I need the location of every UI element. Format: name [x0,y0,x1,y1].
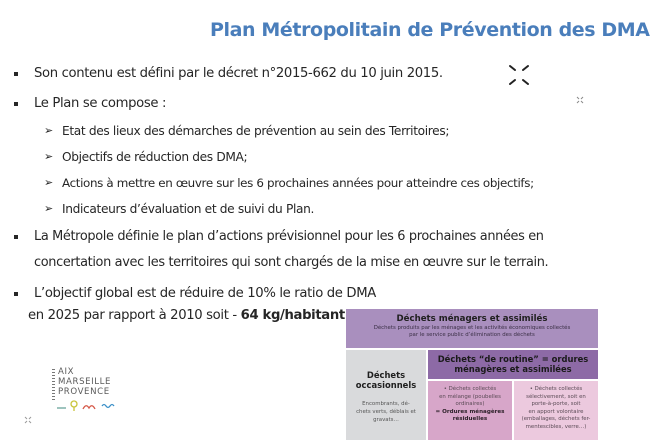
collapse-x-icon [508,64,530,89]
desc-line: porte-à-porte, soit [531,401,581,407]
square-bullet-icon [14,72,18,76]
logo-word: AIX [58,367,75,377]
desc-line: en apport volontaire [528,408,584,415]
square-bullet-icon [14,102,18,106]
waste-diagram [346,309,598,441]
bullet-text: La Métropole définie le plan d’actions prévisionnel pour les 6 prochaines années en [34,229,544,244]
mixed-collection-box [428,381,512,440]
box-desc: par le service public d’élimination des déchets [409,332,535,338]
routine-waste-box [428,350,598,379]
arrowhead-bullet-icon: ➢ [44,150,53,163]
desc-bold-line: = Ordures ménagères [435,408,505,415]
desc-line: ordinaires) [455,401,485,407]
logo-word: PROVENCE [58,387,110,397]
small-x-icon [576,96,584,106]
desc-line: chets verts, déblais et [356,409,416,415]
square-bullet-icon [14,235,18,239]
objective-value: 64 kg/habitant [240,308,345,323]
objective-text: en 2025 par rapport à 2010 soit - [28,308,241,323]
desc-line: mentescibles, verre…) [525,423,587,430]
desc-line: (emballages, déchets fer- [521,416,591,422]
desc-line: sélectivement, soit en [526,393,586,400]
box-heading [346,370,426,390]
heading-line: Déchets [366,370,406,380]
desc-line: en mélange (poubelles [439,393,501,400]
small-x-icon [24,416,32,426]
bullet-text: Son contenu est défini par le décret n°2015-662 du 10 juin 2015. [34,66,443,81]
bullet-continuation: concertation avec les territoires qui sont chargés de la mise en œuvre sur le terrain. [34,255,549,270]
box-desc [514,386,598,431]
sub-bullet-text: Objectifs de réduction des DMA; [62,150,248,164]
bullet-text: Le Plan se compose : [34,96,167,111]
heading-line: occasionnels [355,380,417,390]
desc-bold-line: résiduelles [452,416,488,422]
logo-symbols-icon [56,399,126,413]
household-waste-box [346,309,598,348]
bullet-text: L’objectif global est de réduire de 10% le ratio de DMA [34,286,376,301]
desc-line: gravats… [373,417,399,423]
occasional-waste-box [346,350,426,440]
arrowhead-bullet-icon: ➢ [44,202,53,215]
box-desc: Déchets produits par les ménages et les activités économiques collectés [373,325,571,331]
heading-line: Déchets “de routine” = ordures [437,354,589,364]
desc-line: • Déchets collectés [529,386,583,392]
logo-word: MARSEILLE [58,377,112,387]
slide-title: Plan Métropolitain de Prévention des DMA [210,19,650,41]
sub-bullet-text: Actions à mettre en œuvre sur les 6 prochaines années pour atteindre ces objectifs; [62,176,534,190]
bullet-continuation [28,308,349,323]
logo-vertical-text [52,369,55,401]
box-heading: Déchets ménagers et assimilés [396,314,548,324]
aix-marseille-provence-logo [52,367,122,415]
sub-bullet-text: Indicateurs d’évaluation et de suivi du Plan. [62,202,315,216]
arrowhead-bullet-icon: ➢ [44,124,53,137]
desc-line: • Déchets collectés [443,386,497,392]
box-desc [346,400,426,424]
square-bullet-icon [14,292,18,296]
sub-bullet-text: Etat des lieux des démarches de prévention au sein des Territoires; [62,124,450,138]
arrowhead-bullet-icon: ➢ [44,176,53,189]
box-desc [428,386,512,424]
desc-line: Encombrants, dé- [362,401,410,407]
selective-collection-box [514,381,598,440]
box-heading [428,354,598,374]
heading-line: ménagères et assimilées [454,364,572,374]
